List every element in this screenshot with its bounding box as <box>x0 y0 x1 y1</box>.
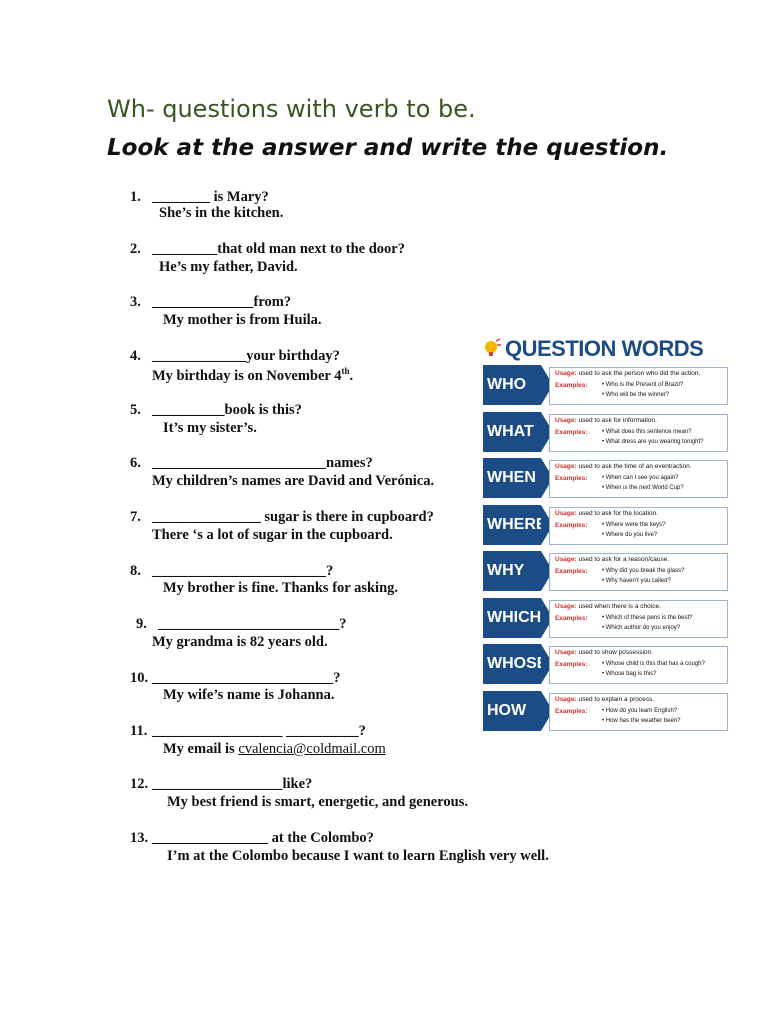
question-number: 13. <box>130 830 149 846</box>
lightbulb-icon <box>482 338 502 360</box>
question-text[interactable]: _______________ sugar is there in cupboard? <box>152 509 434 525</box>
answer-text: My birthday is on November 4 <box>152 367 342 384</box>
answer-text: My brother is fine. Thanks for asking. <box>163 580 399 596</box>
examples-label: Examples: <box>555 382 588 389</box>
question-word-tag <box>483 598 541 638</box>
usage-label: Usage: <box>555 649 577 656</box>
answer-text: My email is <box>163 741 239 757</box>
question-number: 8. <box>130 563 141 579</box>
answer-superscript: th <box>341 366 350 376</box>
page-instruction: Look at the answer and write the question. <box>107 135 669 161</box>
question-word-row <box>483 458 728 498</box>
example-2: • Why haven’t you called? <box>602 578 671 584</box>
question-text[interactable]: _____________your birthday? <box>152 348 340 364</box>
question-word-row <box>483 644 728 684</box>
question-word-tag <box>483 365 541 405</box>
usage-box <box>549 600 728 638</box>
question-word: WHEN <box>487 469 536 486</box>
answer-text: My grandma is 82 years old. <box>152 634 328 650</box>
question-word-row <box>483 412 728 452</box>
question-number: 12. <box>130 776 149 792</box>
usage-text <box>555 556 669 563</box>
usage-description: used to ask the person who did the action. <box>578 370 701 377</box>
usage-description: used to ask for information. <box>578 416 657 424</box>
question-text[interactable]: __________book is this? <box>152 402 302 418</box>
examples-label: Examples: <box>555 707 588 715</box>
examples-label: Examples: <box>555 568 588 575</box>
usage-box <box>549 507 728 545</box>
question-line <box>130 563 333 580</box>
example-2: • What dress are you wearing tonight? <box>602 438 704 445</box>
example-1: • Who is the Present of Brazil? <box>602 382 684 388</box>
usage-label: Usage: <box>555 556 577 563</box>
question-text[interactable]: __________________ __________? <box>152 723 366 739</box>
question-word: WHICH <box>487 608 542 626</box>
usage-description: used to ask for the location. <box>578 509 658 517</box>
answer-line <box>167 848 549 865</box>
example-2: • When is the next World Cup? <box>602 485 684 491</box>
answer-line <box>163 420 257 437</box>
example-2: • Which author do you enjoy? <box>602 624 681 631</box>
question-text[interactable]: ________________________? <box>152 563 334 579</box>
answer-line <box>152 473 434 490</box>
answer-text: She’s in the kitchen. <box>159 205 284 221</box>
example-1: • How do you learn English? <box>602 707 678 714</box>
question-line <box>130 670 341 687</box>
answer-line <box>163 580 398 597</box>
question-line <box>130 241 405 258</box>
usage-label: Usage: <box>555 509 577 517</box>
question-number: 1. <box>130 189 141 205</box>
answer-line <box>152 634 328 651</box>
question-word: WHERE <box>487 515 547 533</box>
usage-label: Usage: <box>555 416 577 424</box>
example-1: • When can I see you again? <box>602 475 679 481</box>
usage-text <box>555 417 657 424</box>
usage-box <box>549 646 728 684</box>
answer-suffix: . <box>349 367 354 384</box>
question-word-row <box>483 598 728 638</box>
answer-text: My wife’s name is Johanna. <box>163 687 335 703</box>
question-text[interactable]: __________________like? <box>152 776 313 792</box>
question-number: 7. <box>130 509 141 525</box>
usage-box <box>549 367 728 405</box>
question-number: 9. <box>136 616 147 632</box>
answer-text: There ‘s a lot of sugar in the cupboard. <box>152 527 393 543</box>
email-link[interactable]: cvalencia@coldmail.com <box>238 741 386 757</box>
question-number: 3. <box>130 294 141 310</box>
question-word-tag <box>483 551 541 591</box>
usage-text <box>555 463 692 470</box>
usage-text <box>555 510 658 517</box>
question-line <box>130 509 434 526</box>
answer-text: I’m at the Colombo because I want to learn English very well. <box>167 848 549 864</box>
question-word-tag <box>483 458 541 498</box>
question-word: HOW <box>487 701 527 719</box>
question-text[interactable]: ________________ at the Colombo? <box>152 830 374 846</box>
question-text[interactable]: ________________________names? <box>152 455 373 471</box>
question-word-row <box>483 505 728 545</box>
question-line <box>130 348 340 365</box>
usage-box <box>549 693 728 731</box>
question-word: WHY <box>487 562 525 579</box>
question-number: 4. <box>130 348 141 364</box>
example-1: • Where were the keys? <box>602 521 666 528</box>
question-word-tag <box>483 691 541 731</box>
usage-label: Usage: <box>555 602 577 610</box>
examples-label: Examples: <box>555 614 588 622</box>
answer-text: It’s my sister’s. <box>163 420 257 436</box>
example-1: • Whose child is this that has a cough? <box>602 661 705 667</box>
usage-text <box>555 649 653 656</box>
usage-text <box>555 370 700 377</box>
examples-label: Examples: <box>555 661 588 668</box>
usage-box <box>549 414 728 452</box>
examples-label: Examples: <box>555 475 588 482</box>
question-text[interactable]: _________________________? <box>158 616 347 632</box>
question-word: WHOSE <box>487 655 548 672</box>
example-2: • Whose bag is this? <box>602 671 657 677</box>
question-number: 2. <box>130 241 141 257</box>
question-number: 5. <box>130 402 141 418</box>
question-word-tag <box>483 412 541 452</box>
answer-line <box>159 259 298 276</box>
examples-label: Examples: <box>555 521 588 529</box>
question-word-row <box>483 365 728 405</box>
question-word: WHO <box>487 376 527 393</box>
question-word-tag <box>483 644 548 684</box>
question-text[interactable]: _________________________? <box>152 670 341 686</box>
question-line <box>130 723 366 740</box>
example-1: • Why did you break the glass? <box>602 568 685 574</box>
question-word-row <box>483 691 728 731</box>
question-word-row <box>483 551 728 591</box>
answer-line <box>152 527 393 544</box>
question-words-heading <box>482 335 703 363</box>
question-line <box>130 402 302 419</box>
question-line <box>130 455 373 472</box>
question-line <box>130 776 312 793</box>
question-word: WHAT <box>487 422 534 440</box>
question-number: 6. <box>130 455 141 471</box>
question-text[interactable]: ______________from? <box>152 294 292 310</box>
answer-line <box>163 687 334 704</box>
question-words-panel <box>480 335 728 733</box>
question-line <box>130 830 374 847</box>
example-2: • Where do you live? <box>602 531 658 538</box>
answer-text: My children’s names are David and Verónica. <box>152 473 435 489</box>
question-line <box>136 616 347 633</box>
usage-label: Usage: <box>555 695 577 703</box>
usage-text <box>555 603 661 610</box>
usage-description: used to explain a process. <box>578 695 655 703</box>
question-text[interactable]: _________that old man next to the door? <box>152 241 405 257</box>
example-2: • Who will be the winner? <box>602 392 670 398</box>
usage-description: used to ask the time of an event/action. <box>578 463 692 470</box>
usage-label: Usage: <box>555 370 577 377</box>
question-words-title: QUESTION WORDS <box>505 336 704 361</box>
answer-line <box>163 741 386 758</box>
page-title: Wh- questions with verb to be. <box>107 95 476 123</box>
usage-description: used when there is a choice. <box>578 602 661 610</box>
question-word-tag <box>483 505 547 545</box>
question-number: 11. <box>130 723 148 739</box>
answer-line <box>163 312 322 329</box>
answer-line <box>167 794 468 811</box>
usage-description: used to show possession. <box>578 649 653 656</box>
question-line <box>130 189 269 206</box>
answer-line <box>159 205 283 222</box>
usage-box <box>549 460 728 498</box>
usage-text <box>555 696 654 703</box>
example-2: • How has the weather been? <box>602 717 681 724</box>
answer-text: My mother is from Huila. <box>163 312 322 328</box>
usage-description: used to ask for a reason/cause. <box>578 556 670 563</box>
usage-box <box>549 553 728 591</box>
answer-line <box>152 366 353 385</box>
question-line <box>130 294 291 311</box>
example-1: • Which of these pens is the best? <box>602 614 693 621</box>
question-number: 10. <box>130 670 149 686</box>
answer-text: He’s my father, David. <box>159 259 298 275</box>
usage-label: Usage: <box>555 463 577 470</box>
example-1: • What does this sentence mean? <box>602 428 692 435</box>
question-text[interactable]: ________ is Mary? <box>152 189 269 205</box>
examples-label: Examples: <box>555 428 588 436</box>
answer-text: My best friend is smart, energetic, and generous. <box>167 794 468 810</box>
